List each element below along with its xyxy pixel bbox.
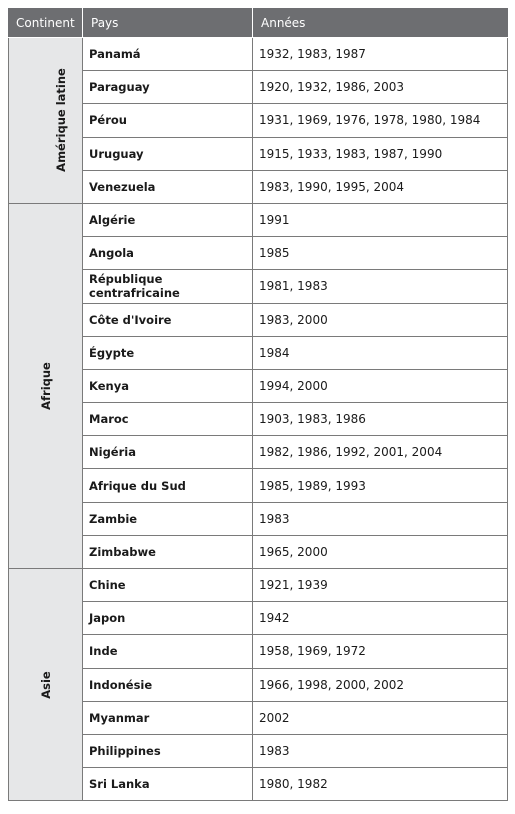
country-cell: Zambie (83, 502, 253, 535)
years-cell: 1983, 1990, 1995, 2004 (253, 170, 508, 203)
table-row (9, 203, 508, 236)
country-cell: Chine (83, 569, 253, 602)
country-cell: Venezuela (83, 170, 253, 203)
years-cell: 2002 (253, 701, 508, 734)
table-row (9, 602, 508, 635)
years-cell: 1965, 2000 (253, 535, 508, 568)
country-cell: Paraguay (83, 71, 253, 104)
table-row (9, 237, 508, 270)
years-cell: 1994, 2000 (253, 369, 508, 402)
table-row (9, 701, 508, 734)
years-cell: 1983, 2000 (253, 303, 508, 336)
header-row (9, 9, 508, 38)
country-cell: Myanmar (83, 701, 253, 734)
years-cell: 1931, 1969, 1976, 1978, 1980, 1984 (253, 104, 508, 137)
table-row (9, 270, 508, 303)
years-cell: 1983 (253, 502, 508, 535)
data-table-container (8, 8, 507, 801)
years-cell: 1966, 1998, 2000, 2002 (253, 668, 508, 701)
header-country: Pays (83, 9, 253, 38)
table-body (9, 38, 508, 801)
years-cell: 1920, 1932, 1986, 2003 (253, 71, 508, 104)
country-cell: République centrafricaine (83, 270, 253, 303)
country-cell: Côte d'Ivoire (83, 303, 253, 336)
country-cell: Algérie (83, 203, 253, 236)
continent-cell (9, 38, 83, 204)
country-cell: Nigéria (83, 436, 253, 469)
country-cell: Égypte (83, 336, 253, 369)
continent-label: Asie (38, 670, 53, 699)
table-row (9, 768, 508, 801)
years-cell: 1942 (253, 602, 508, 635)
years-cell: 1985, 1989, 1993 (253, 469, 508, 502)
table-row (9, 369, 508, 402)
country-cell: Angola (83, 237, 253, 270)
table-row (9, 38, 508, 71)
table-row (9, 104, 508, 137)
years-cell: 1983 (253, 734, 508, 767)
years-cell: 1982, 1986, 1992, 2001, 2004 (253, 436, 508, 469)
table-row (9, 436, 508, 469)
table-row (9, 502, 508, 535)
country-cell: Japon (83, 602, 253, 635)
years-cell: 1903, 1983, 1986 (253, 403, 508, 436)
years-cell: 1958, 1969, 1972 (253, 635, 508, 668)
country-cell: Sri Lanka (83, 768, 253, 801)
continent-cell (9, 203, 83, 568)
years-cell: 1981, 1983 (253, 270, 508, 303)
country-cell: Zimbabwe (83, 535, 253, 568)
table-row (9, 336, 508, 369)
years-cell: 1984 (253, 336, 508, 369)
table-row (9, 569, 508, 602)
years-cell: 1980, 1982 (253, 768, 508, 801)
country-cell: Pérou (83, 104, 253, 137)
table-row (9, 734, 508, 767)
table-row (9, 635, 508, 668)
table-row (9, 668, 508, 701)
years-cell: 1921, 1939 (253, 569, 508, 602)
country-cell: Afrique du Sud (83, 469, 253, 502)
header-years: Années (253, 9, 508, 38)
table-row (9, 535, 508, 568)
years-cell: 1991 (253, 203, 508, 236)
table-row (9, 71, 508, 104)
country-cell: Maroc (83, 403, 253, 436)
continent-cell (9, 569, 83, 801)
country-cell: Uruguay (83, 137, 253, 170)
continent-label: Amérique latine (53, 68, 68, 173)
continent-label: Afrique (38, 362, 53, 410)
country-cell: Indonésie (83, 668, 253, 701)
countries-years-table (8, 8, 508, 801)
header-continent: Continent (9, 9, 83, 38)
table-row (9, 137, 508, 170)
years-cell: 1985 (253, 237, 508, 270)
table-row (9, 403, 508, 436)
country-cell: Philippines (83, 734, 253, 767)
table-row (9, 303, 508, 336)
years-cell: 1915, 1933, 1983, 1987, 1990 (253, 137, 508, 170)
country-cell: Inde (83, 635, 253, 668)
country-cell: Panamá (83, 38, 253, 71)
country-cell: Kenya (83, 369, 253, 402)
table-row (9, 469, 508, 502)
table-row (9, 170, 508, 203)
years-cell: 1932, 1983, 1987 (253, 38, 508, 71)
